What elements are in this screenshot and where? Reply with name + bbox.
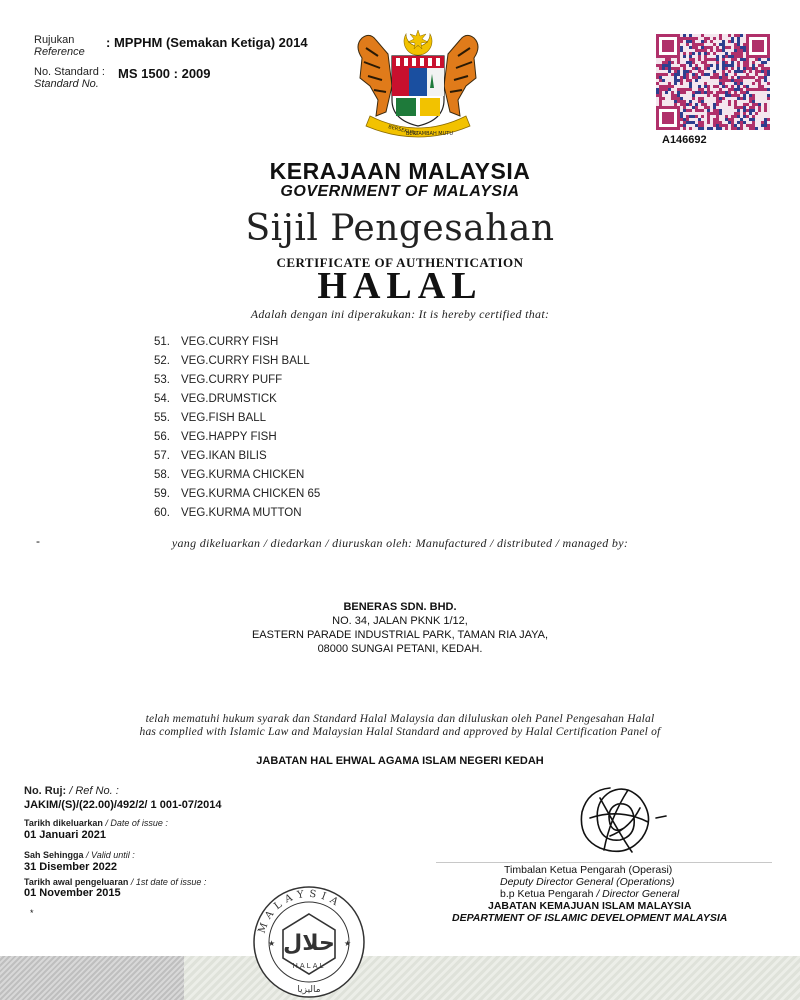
government-title-en: GOVERNMENT OF MALAYSIA (280, 183, 520, 200)
list-item: 51. VEG.CURRY FISH (154, 336, 279, 348)
list-item: 56. VEG.HAPPY FISH (154, 431, 277, 443)
svg-text:★: ★ (344, 939, 352, 948)
compliance-line-ms: telah mematuhi hukum syarak dan Standard Halal Malaysia dan diluluskan oleh Panel Pengesahan Halal (145, 713, 655, 725)
halal-malaysia-logo-icon (250, 884, 368, 1000)
dash-mark: - (36, 534, 40, 548)
svg-text:★: ★ (268, 939, 276, 948)
department-name-ms: JABATAN KEMAJUAN ISLAM MALAYSIA (488, 900, 692, 912)
list-item: 57. VEG.IKAN BILIS (154, 450, 267, 462)
list-item: 55. VEG.FISH BALL (154, 412, 267, 424)
list-item: 54. VEG.DRUMSTICK (154, 393, 277, 405)
signature-icon (570, 778, 670, 864)
svg-text:ماليزيا: ماليزيا (297, 985, 321, 995)
company-name: BENERAS SDN. BHD. (343, 601, 457, 613)
list-item: 59. VEG.KURMA CHICKEN 65 (154, 488, 321, 500)
svg-text:BERTAMBAH MUTU: BERTAMBAH MUTU (406, 131, 453, 137)
issue-date-label: Tarikh dikeluarkan / Date of issue : (24, 818, 168, 828)
certifying-authority: JABATAN HAL EHWAL AGAMA ISLAM NEGERI KEDAH (256, 755, 544, 767)
signatory-title-en: Deputy Director General (Operations) (500, 876, 675, 888)
list-item: 53. VEG.CURRY PUFF (154, 374, 283, 386)
signatory-title-ms: Timbalan Ketua Pengarah (Operasi) (504, 864, 673, 876)
department-name-en: DEPARTMENT OF ISLAMIC DEVELOPMENT MALAYSIA (452, 912, 728, 924)
list-item: 58. VEG.KURMA CHICKEN (154, 469, 305, 481)
standard-label: No. Standard : Standard No. (34, 66, 105, 90)
list-item: 52. VEG.CURRY FISH BALL (154, 355, 310, 367)
signatory-on-behalf: b.p Ketua Pengarah / Director General (500, 888, 680, 900)
certificate-title-en: CERTIFICATE OF AUTHENTICATION (276, 255, 524, 270)
star-mark: * (30, 908, 34, 918)
standard-value: MS 1500 : 2009 (118, 66, 211, 81)
issue-date-value: 01 Januari 2021 (24, 829, 106, 841)
company-address-line: NO. 34, JALAN PKNK 1/12, (332, 615, 468, 627)
svg-text:حلال: حلال (283, 931, 335, 956)
company-address-line: 08000 SUNGAI PETANI, KEDAH. (317, 643, 483, 655)
signature-line (436, 862, 772, 863)
svg-text:MALAYSIA: MALAYSIA (256, 888, 344, 935)
compliance-line-en: has complied with Islamic Law and Malaysian Halal Standard and approved by Halal Certification Panel of (139, 726, 661, 738)
certificate-serial: A146692 (662, 134, 707, 146)
list-item: 60. VEG.KURMA MUTTON (154, 507, 302, 519)
qr-code-icon (656, 34, 770, 130)
compliance-statement (0, 713, 800, 739)
company-address-line: EASTERN PARADE INDUSTRIAL PARK, TAMAN RIA JAYA, (251, 629, 549, 641)
malaysia-coat-of-arms-icon (348, 28, 488, 140)
certify-statement: Adalah dengan ini diperakukan: It is hereby certified that: (250, 307, 550, 321)
certificate-title-ms: Sijil Pengesahan (245, 208, 555, 249)
valid-until-label: Sah Sehingga / Valid until : (24, 850, 135, 860)
product-list (154, 333, 320, 523)
ref-no-label: No. Ruj: / Ref No. : (24, 785, 119, 797)
svg-text:HALAL: HALAL (292, 962, 326, 970)
security-band-left (0, 956, 184, 1000)
valid-until-value: 31 Disember 2022 (24, 861, 117, 873)
svg-text:BERSEKUTU: BERSEKUTU (387, 124, 419, 138)
first-issue-label: Tarikh awal pengeluaran / 1st date of issue : (24, 877, 207, 887)
first-issue-value: 01 November 2015 (24, 887, 121, 899)
government-title-ms: KERAJAAN MALAYSIA (269, 158, 531, 184)
manufactured-statement: yang dikeluarkan / diedarkan / diuruskan oleh: Manufactured / distributed / managed by: (171, 536, 629, 550)
company-block (0, 600, 800, 656)
signatory-block (452, 864, 727, 924)
reference-value: : MPPHM (Semakan Ketiga) 2014 (106, 35, 308, 50)
halal-title: HALAL (317, 265, 483, 307)
ref-no-value: JAKIM/(S)/(22.00)/492/2/ 1 001-07/2014 (24, 799, 222, 811)
reference-label: Rujukan Reference (34, 34, 85, 58)
